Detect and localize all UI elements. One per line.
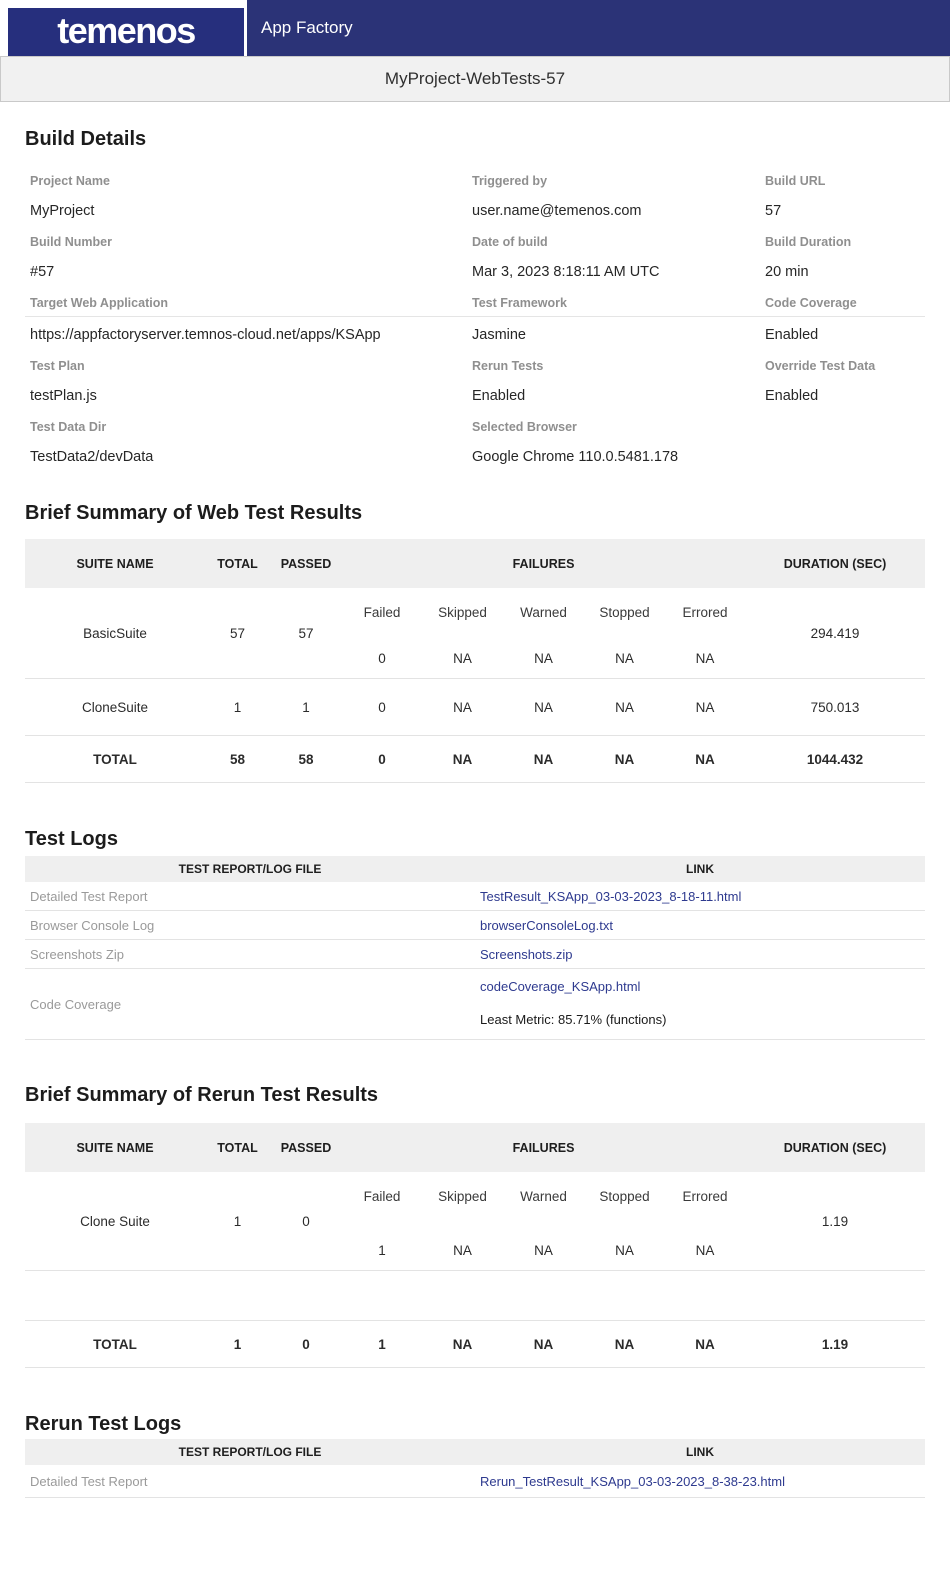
cell-skipped: [422, 588, 503, 678]
errored-value: NA: [695, 1243, 715, 1258]
log-label: Code Coverage: [30, 996, 122, 1012]
stopped-value: NA: [615, 651, 634, 666]
cell-warned: NA: [533, 1336, 554, 1352]
cell-suite: TOTAL: [93, 1336, 137, 1352]
field-empty: [765, 419, 925, 466]
table-row-total: [25, 736, 925, 783]
stopped-value: NA: [615, 1243, 634, 1258]
cell-passed: 57: [298, 625, 314, 641]
table-row-basicsuite: [25, 588, 925, 679]
cell-stopped: NA: [615, 699, 634, 715]
cell-total: 1: [233, 1213, 242, 1229]
triggered-by-link[interactable]: user.name@temenos.com: [472, 203, 642, 219]
log-label: Screenshots Zip: [30, 946, 124, 962]
cell-stopped: NA: [614, 751, 635, 767]
field-value: #57: [30, 264, 55, 280]
field-value: Enabled: [765, 388, 819, 404]
log-label: Detailed Test Report: [30, 1473, 148, 1489]
skipped-value: NA: [453, 1243, 472, 1258]
table-row-clone-suite: [25, 1172, 925, 1271]
field-value: testPlan.js: [30, 388, 97, 404]
least-metric-note: Least Metric: 85.71% (functions): [480, 1012, 667, 1027]
field-build-duration: [765, 234, 925, 281]
field-label: Target Web Application: [30, 296, 168, 310]
cell-duration: 750.013: [810, 699, 860, 715]
col-duration: DURATION (SEC): [783, 1140, 887, 1155]
errored-value: NA: [695, 651, 715, 666]
temenos-logo: [8, 8, 244, 56]
screenshots-zip-link[interactable]: Screenshots.zip: [480, 946, 573, 962]
col-total: TOTAL: [217, 1140, 258, 1155]
cell-errored: NA: [695, 751, 715, 767]
table-row-clonesuite: [25, 679, 925, 736]
field-value: MyProject: [30, 203, 95, 219]
cell-skipped: NA: [452, 1336, 473, 1352]
field-label: Test Data Dir: [30, 420, 107, 434]
build-details-row: [25, 405, 925, 466]
table-row-empty: [25, 1271, 925, 1321]
build-title-bar: [0, 56, 950, 102]
field-label: Rerun Tests: [472, 359, 544, 373]
field-value: 20 min: [765, 264, 809, 280]
cell-errored: [665, 1172, 745, 1270]
target-web-app-link[interactable]: https://appfactoryserver.temnos-cloud.net/apps/KSApp: [30, 327, 381, 343]
col-link: LINK: [686, 1445, 714, 1459]
web-summary-heading: Brief Summary of Web Test Results: [25, 502, 363, 524]
build-title: MyProject-WebTests-57: [384, 69, 566, 88]
field-triggered-by: [472, 173, 765, 220]
app-header: [0, 0, 950, 56]
col-duration: DURATION (SEC): [783, 556, 887, 571]
build-details-row: [25, 159, 925, 220]
build-details-row-values: [25, 317, 925, 344]
field-test-data-dir: [30, 419, 472, 466]
cell-duration: 294.419: [810, 625, 860, 641]
test-logs-heading: Test Logs: [25, 828, 118, 850]
code-coverage-link[interactable]: codeCoverage_KSApp.html: [480, 979, 641, 994]
cell-total: 1: [233, 1336, 242, 1352]
field-label: Test Plan: [30, 359, 85, 373]
log-label: Detailed Test Report: [30, 888, 148, 904]
test-logs-table: [25, 856, 925, 1040]
field-rerun-tests: [472, 358, 765, 405]
field-override-test-data: [765, 358, 925, 405]
warned-value: NA: [534, 1243, 553, 1258]
report-body: [0, 128, 950, 1498]
cell-passed: 0: [302, 1213, 310, 1229]
skipped-label: Skipped: [438, 605, 487, 620]
cell-warned: [503, 588, 584, 678]
col-suite-name: SUITE NAME: [76, 1140, 154, 1155]
errored-label: Errored: [682, 605, 728, 620]
cell-suite: Clone Suite: [80, 1213, 150, 1229]
build-details-row: [25, 344, 925, 405]
table-row-total: [25, 1321, 925, 1368]
build-details-section: [25, 159, 925, 466]
cell-suite: TOTAL: [93, 751, 137, 767]
field-label: Test Framework: [472, 296, 567, 310]
field-value: Google Chrome 110.0.5481.178: [472, 449, 679, 465]
cell-suite: CloneSuite: [81, 699, 149, 715]
temenos-logo-text: temenos: [57, 9, 195, 51]
field-value: Mar 3, 2023 8:18:11 AM UTC: [472, 264, 660, 280]
cell-failed: 1: [378, 1336, 386, 1352]
cell-duration: 1.19: [821, 1336, 849, 1352]
cell-warned: NA: [534, 699, 553, 715]
field-label: Project Name: [30, 174, 110, 188]
cell-stopped: NA: [614, 1336, 635, 1352]
build-details-row: [25, 220, 925, 281]
cell-duration: 1.19: [821, 1213, 849, 1229]
field-value: Enabled: [765, 327, 819, 343]
build-details-heading: Build Details: [25, 128, 147, 150]
log-label: Browser Console Log: [30, 917, 155, 933]
cell-skipped: [422, 1172, 503, 1270]
stopped-label: Stopped: [599, 605, 650, 620]
header-bar: [244, 0, 950, 56]
field-value: Enabled: [472, 388, 526, 404]
col-passed: PASSED: [280, 556, 332, 571]
field-project-name: [30, 173, 472, 220]
col-failures: FAILURES: [512, 1140, 575, 1155]
cell-errored: NA: [695, 699, 715, 715]
cell-errored: [665, 588, 745, 678]
code-coverage-cell: [475, 969, 925, 1039]
field-build-number: [30, 234, 472, 281]
field-value: TestData2/devData: [30, 449, 154, 465]
product-title: App Factory: [261, 18, 353, 37]
rerun-detailed-test-report-link[interactable]: Rerun_TestResult_KSApp_03-03-2023_8-38-23.html: [480, 1473, 785, 1489]
skipped-label: Skipped: [438, 1189, 487, 1204]
field-label: Build Duration: [765, 235, 852, 249]
rerun-logs-header-row: [25, 1439, 925, 1465]
rerun-summary-header-row: [25, 1123, 925, 1172]
detailed-test-report-link[interactable]: TestResult_KSApp_03-03-2023_8-18-11.html: [480, 888, 742, 904]
cell-errored: NA: [695, 1336, 715, 1352]
test-logs-header-row: [25, 856, 925, 882]
warned-label: Warned: [520, 1189, 567, 1204]
field-label: Build URL: [765, 174, 826, 188]
col-failures: FAILURES: [512, 556, 575, 571]
col-link: LINK: [686, 862, 714, 876]
field-label: Selected Browser: [472, 420, 577, 434]
cell-duration: 1044.432: [806, 751, 864, 767]
failed-label: Failed: [363, 1189, 401, 1204]
field-test-plan: [30, 358, 472, 405]
cell-total: 1: [233, 699, 242, 715]
cell-stopped: [584, 1172, 665, 1270]
failed-label: Failed: [363, 605, 401, 620]
field-value: Jasmine: [472, 327, 526, 343]
warned-value: NA: [534, 651, 553, 666]
field-label: Build Number: [30, 235, 112, 249]
rerun-summary-table: [25, 1123, 925, 1368]
cell-failed: 0: [378, 699, 386, 715]
stopped-label: Stopped: [599, 1189, 650, 1204]
log-row-browser-console: [25, 911, 925, 940]
log-row-rerun-detailed-report: [25, 1465, 925, 1498]
log-row-code-coverage: [25, 969, 925, 1040]
web-summary-header-row: [25, 539, 925, 588]
col-passed: PASSED: [280, 1140, 332, 1155]
rerun-logs-table: [25, 1439, 925, 1498]
cell-suite: BasicSuite: [83, 625, 147, 641]
failed-value: 0: [378, 651, 386, 666]
field-label: Triggered by: [472, 174, 548, 188]
cell-failed: 0: [378, 751, 386, 767]
errored-label: Errored: [682, 1189, 728, 1204]
logo-segment: [0, 0, 244, 56]
field-selected-browser: [472, 419, 765, 466]
cell-passed: 0: [302, 1336, 310, 1352]
field-label: Code Coverage: [765, 296, 857, 310]
build-url-link[interactable]: 57: [765, 203, 782, 219]
cell-warned: NA: [533, 751, 554, 767]
skipped-value: NA: [453, 651, 472, 666]
failed-value: 1: [378, 1243, 386, 1258]
cell-passed: 1: [302, 699, 310, 715]
col-total: TOTAL: [217, 556, 258, 571]
cell-passed: 58: [298, 751, 314, 767]
field-build-url: [765, 173, 925, 220]
cell-warned: [503, 1172, 584, 1270]
cell-failed: [342, 1172, 422, 1270]
cell-failed: [342, 588, 422, 678]
col-suite-name: SUITE NAME: [76, 556, 154, 571]
col-report-file: TEST REPORT/LOG FILE: [178, 1445, 322, 1459]
field-label: Date of build: [472, 235, 548, 249]
log-row-screenshots: [25, 940, 925, 969]
build-details-row-labels: [25, 281, 925, 311]
rerun-summary-heading: Brief Summary of Rerun Test Results: [25, 1084, 379, 1106]
cell-stopped: [584, 588, 665, 678]
field-label: Override Test Data: [765, 359, 876, 373]
cell-total: 58: [229, 751, 246, 767]
cell-total: 57: [229, 625, 246, 641]
col-report-file: TEST REPORT/LOG FILE: [178, 862, 322, 876]
cell-skipped: NA: [452, 751, 473, 767]
log-row-detailed-report: [25, 882, 925, 911]
browser-console-log-link[interactable]: browserConsoleLog.txt: [480, 917, 613, 933]
field-date-of-build: [472, 234, 765, 281]
rerun-logs-heading: Rerun Test Logs: [25, 1413, 182, 1435]
web-summary-table: [25, 539, 925, 783]
warned-label: Warned: [520, 605, 567, 620]
cell-skipped: NA: [453, 699, 472, 715]
